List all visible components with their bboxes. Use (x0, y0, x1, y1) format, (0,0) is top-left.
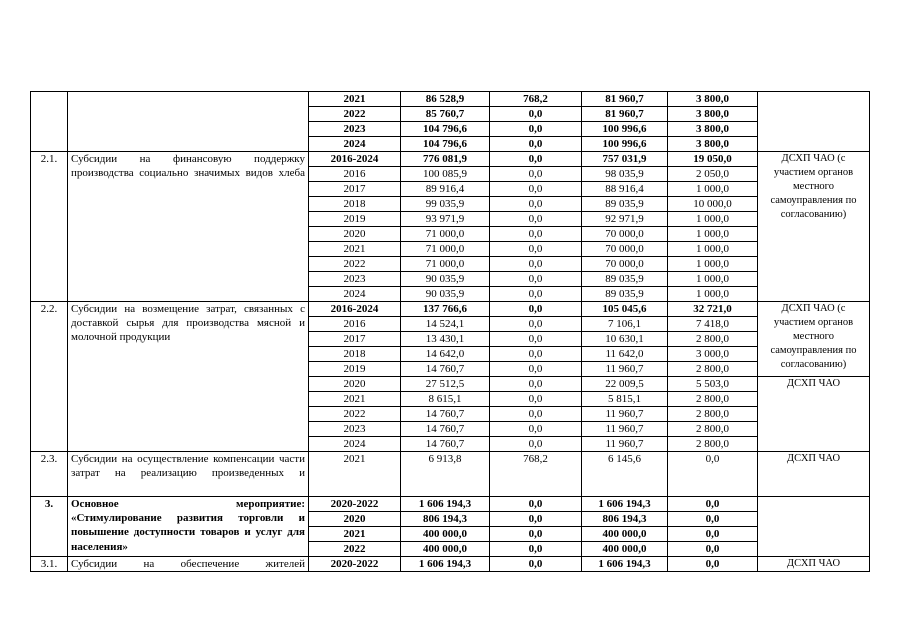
regional-cell: 5 815,1 (582, 392, 668, 407)
year-cell: 2020 (309, 227, 401, 242)
year-cell: 2021 (309, 392, 401, 407)
local-cell: 5 503,0 (668, 377, 758, 392)
total-cell: 86 528,9 (401, 92, 490, 107)
year-cell: 2021 (309, 92, 401, 107)
year-cell: 2024 (309, 437, 401, 452)
local-cell: 1 000,0 (668, 272, 758, 287)
year-cell: 2021 (309, 527, 401, 542)
year-cell: 2016 (309, 317, 401, 332)
measure-description: Субсидии на обеспечение жителей (68, 557, 309, 572)
total-cell: 99 035,9 (401, 197, 490, 212)
total-cell: 13 430,1 (401, 332, 490, 347)
row-number: 3. (31, 497, 68, 557)
total-cell: 14 760,7 (401, 362, 490, 377)
total-cell: 90 035,9 (401, 272, 490, 287)
regional-cell: 11 642,0 (582, 347, 668, 362)
local-cell: 7 418,0 (668, 317, 758, 332)
executor-cell: ДСХП ЧАО (758, 557, 870, 572)
row-number: 2.2. (31, 302, 68, 452)
local-cell: 1 000,0 (668, 287, 758, 302)
year-cell: 2020-2022 (309, 557, 401, 572)
federal-cell: 0,0 (490, 137, 582, 152)
year-cell: 2021 (309, 242, 401, 257)
total-cell: 104 796,6 (401, 137, 490, 152)
regional-cell: 70 000,0 (582, 257, 668, 272)
local-cell: 1 000,0 (668, 212, 758, 227)
regional-cell: 11 960,7 (582, 437, 668, 452)
table-row (31, 152, 870, 167)
executor-cell: ДСХП ЧАО (758, 377, 870, 452)
total-cell: 1 606 194,3 (401, 497, 490, 512)
table-row (31, 302, 870, 317)
regional-cell: 757 031,9 (582, 152, 668, 167)
row-number: 2.1. (31, 152, 68, 302)
federal-cell: 0,0 (490, 167, 582, 182)
local-cell: 2 800,0 (668, 437, 758, 452)
total-cell: 14 642,0 (401, 347, 490, 362)
local-cell: 0,0 (668, 497, 758, 512)
federal-cell: 768,2 (490, 452, 582, 497)
total-cell: 93 971,9 (401, 212, 490, 227)
federal-cell: 0,0 (490, 557, 582, 572)
year-cell: 2023 (309, 272, 401, 287)
total-cell: 71 000,0 (401, 227, 490, 242)
federal-cell: 0,0 (490, 332, 582, 347)
federal-cell: 0,0 (490, 272, 582, 287)
total-cell: 71 000,0 (401, 257, 490, 272)
federal-cell: 0,0 (490, 377, 582, 392)
local-cell: 19 050,0 (668, 152, 758, 167)
local-cell: 0,0 (668, 557, 758, 572)
year-cell: 2016-2024 (309, 152, 401, 167)
local-cell: 1 000,0 (668, 182, 758, 197)
measure-title-line (71, 497, 305, 511)
num-cell (31, 92, 68, 152)
federal-cell: 0,0 (490, 257, 582, 272)
row-number: 2.3. (31, 452, 68, 497)
federal-cell: 0,0 (490, 227, 582, 242)
local-cell: 2 800,0 (668, 422, 758, 437)
local-cell: 2 800,0 (668, 392, 758, 407)
total-cell: 137 766,6 (401, 302, 490, 317)
year-cell: 2016 (309, 167, 401, 182)
total-cell: 400 000,0 (401, 527, 490, 542)
local-cell: 2 050,0 (668, 167, 758, 182)
executor-cell: ДСХП ЧАО (758, 452, 870, 497)
regional-cell: 105 045,6 (582, 302, 668, 317)
measure-description: Субсидии на осуществление компенсации части затрат на реализацию произведенных и (68, 452, 309, 497)
local-cell: 0,0 (668, 512, 758, 527)
year-cell: 2019 (309, 362, 401, 377)
federal-cell: 0,0 (490, 392, 582, 407)
federal-cell: 0,0 (490, 542, 582, 557)
total-cell: 400 000,0 (401, 542, 490, 557)
local-cell: 1 000,0 (668, 227, 758, 242)
measure-title-rest: «Стимулирование развития торговли и повышение доступности товаров и услуг для населения» (71, 512, 305, 553)
federal-cell: 768,2 (490, 92, 582, 107)
measure-title-b: мероприятие: (235, 498, 305, 510)
local-cell: 3 800,0 (668, 137, 758, 152)
table-row (31, 452, 870, 497)
federal-cell: 0,0 (490, 422, 582, 437)
year-cell: 2016-2024 (309, 302, 401, 317)
regional-cell: 1 606 194,3 (582, 557, 668, 572)
local-cell: 0,0 (668, 452, 758, 497)
federal-cell: 0,0 (490, 302, 582, 317)
executor-cell: ДСХП ЧАО (с участием органов местного самоуправления по согласованию) (758, 152, 870, 302)
executor-cell (758, 92, 870, 152)
federal-cell: 0,0 (490, 347, 582, 362)
regional-cell: 100 996,6 (582, 122, 668, 137)
federal-cell: 0,0 (490, 287, 582, 302)
federal-cell: 0,0 (490, 362, 582, 377)
year-cell: 2022 (309, 257, 401, 272)
total-cell: 14 524,1 (401, 317, 490, 332)
year-cell: 2018 (309, 197, 401, 212)
federal-cell: 0,0 (490, 512, 582, 527)
executor-cell: ДСХП ЧАО (с участием органов местного самоуправления по согласованию) (758, 302, 870, 377)
table-row (31, 557, 870, 572)
regional-cell: 81 960,7 (582, 107, 668, 122)
total-cell: 71 000,0 (401, 242, 490, 257)
year-cell: 2020-2022 (309, 497, 401, 512)
local-cell: 0,0 (668, 542, 758, 557)
local-cell: 3 800,0 (668, 107, 758, 122)
measure-description: Субсидии на возмещение затрат, связанных с доставкой сырья для производства мясной и молочной продукции (68, 302, 309, 452)
table-row (31, 497, 870, 512)
regional-cell: 98 035,9 (582, 167, 668, 182)
table-row (31, 92, 870, 107)
year-cell: 2019 (309, 212, 401, 227)
regional-cell: 806 194,3 (582, 512, 668, 527)
total-cell: 6 913,8 (401, 452, 490, 497)
regional-cell: 1 606 194,3 (582, 497, 668, 512)
year-cell: 2024 (309, 137, 401, 152)
total-cell: 89 916,4 (401, 182, 490, 197)
budget-table (30, 91, 870, 572)
local-cell: 3 000,0 (668, 347, 758, 362)
total-cell: 806 194,3 (401, 512, 490, 527)
total-cell: 14 760,7 (401, 407, 490, 422)
local-cell: 2 800,0 (668, 362, 758, 377)
regional-cell: 81 960,7 (582, 92, 668, 107)
federal-cell: 0,0 (490, 197, 582, 212)
local-cell: 1 000,0 (668, 242, 758, 257)
regional-cell: 70 000,0 (582, 242, 668, 257)
regional-cell: 70 000,0 (582, 227, 668, 242)
year-cell: 2024 (309, 287, 401, 302)
federal-cell: 0,0 (490, 152, 582, 167)
regional-cell: 88 916,4 (582, 182, 668, 197)
regional-cell: 89 035,9 (582, 272, 668, 287)
measure-description (68, 497, 309, 557)
local-cell: 2 800,0 (668, 407, 758, 422)
total-cell: 85 760,7 (401, 107, 490, 122)
federal-cell: 0,0 (490, 407, 582, 422)
federal-cell: 0,0 (490, 317, 582, 332)
total-cell: 14 760,7 (401, 437, 490, 452)
total-cell: 8 615,1 (401, 392, 490, 407)
year-cell: 2023 (309, 122, 401, 137)
total-cell: 100 085,9 (401, 167, 490, 182)
regional-cell: 11 960,7 (582, 422, 668, 437)
local-cell: 0,0 (668, 527, 758, 542)
local-cell: 32 721,0 (668, 302, 758, 317)
regional-cell: 10 630,1 (582, 332, 668, 347)
regional-cell: 7 106,1 (582, 317, 668, 332)
row-number: 3.1. (31, 557, 68, 572)
local-cell: 2 800,0 (668, 332, 758, 347)
year-cell: 2021 (309, 452, 401, 497)
federal-cell: 0,0 (490, 212, 582, 227)
regional-cell: 89 035,9 (582, 197, 668, 212)
local-cell: 10 000,0 (668, 197, 758, 212)
regional-cell: 11 960,7 (582, 362, 668, 377)
regional-cell: 22 009,5 (582, 377, 668, 392)
executor-cell (758, 497, 870, 557)
total-cell: 90 035,9 (401, 287, 490, 302)
regional-cell: 11 960,7 (582, 407, 668, 422)
regional-cell: 400 000,0 (582, 527, 668, 542)
total-cell: 776 081,9 (401, 152, 490, 167)
federal-cell: 0,0 (490, 242, 582, 257)
measure-description: Субсидии на финансовую поддержку производства социально значимых видов хлеба (68, 152, 309, 302)
federal-cell: 0,0 (490, 527, 582, 542)
federal-cell: 0,0 (490, 182, 582, 197)
local-cell: 3 800,0 (668, 92, 758, 107)
local-cell: 3 800,0 (668, 122, 758, 137)
year-cell: 2022 (309, 107, 401, 122)
regional-cell: 92 971,9 (582, 212, 668, 227)
year-cell: 2022 (309, 542, 401, 557)
regional-cell: 6 145,6 (582, 452, 668, 497)
federal-cell: 0,0 (490, 122, 582, 137)
desc-cell (68, 92, 309, 152)
total-cell: 104 796,6 (401, 122, 490, 137)
federal-cell: 0,0 (490, 497, 582, 512)
regional-cell: 100 996,6 (582, 137, 668, 152)
year-cell: 2017 (309, 332, 401, 347)
total-cell: 27 512,5 (401, 377, 490, 392)
regional-cell: 89 035,9 (582, 287, 668, 302)
year-cell: 2022 (309, 407, 401, 422)
year-cell: 2020 (309, 377, 401, 392)
federal-cell: 0,0 (490, 437, 582, 452)
regional-cell: 400 000,0 (582, 542, 668, 557)
total-cell: 1 606 194,3 (401, 557, 490, 572)
local-cell: 1 000,0 (668, 257, 758, 272)
year-cell: 2023 (309, 422, 401, 437)
year-cell: 2017 (309, 182, 401, 197)
year-cell: 2018 (309, 347, 401, 362)
total-cell: 14 760,7 (401, 422, 490, 437)
federal-cell: 0,0 (490, 107, 582, 122)
year-cell: 2020 (309, 512, 401, 527)
measure-title-a: Основное (71, 498, 119, 510)
